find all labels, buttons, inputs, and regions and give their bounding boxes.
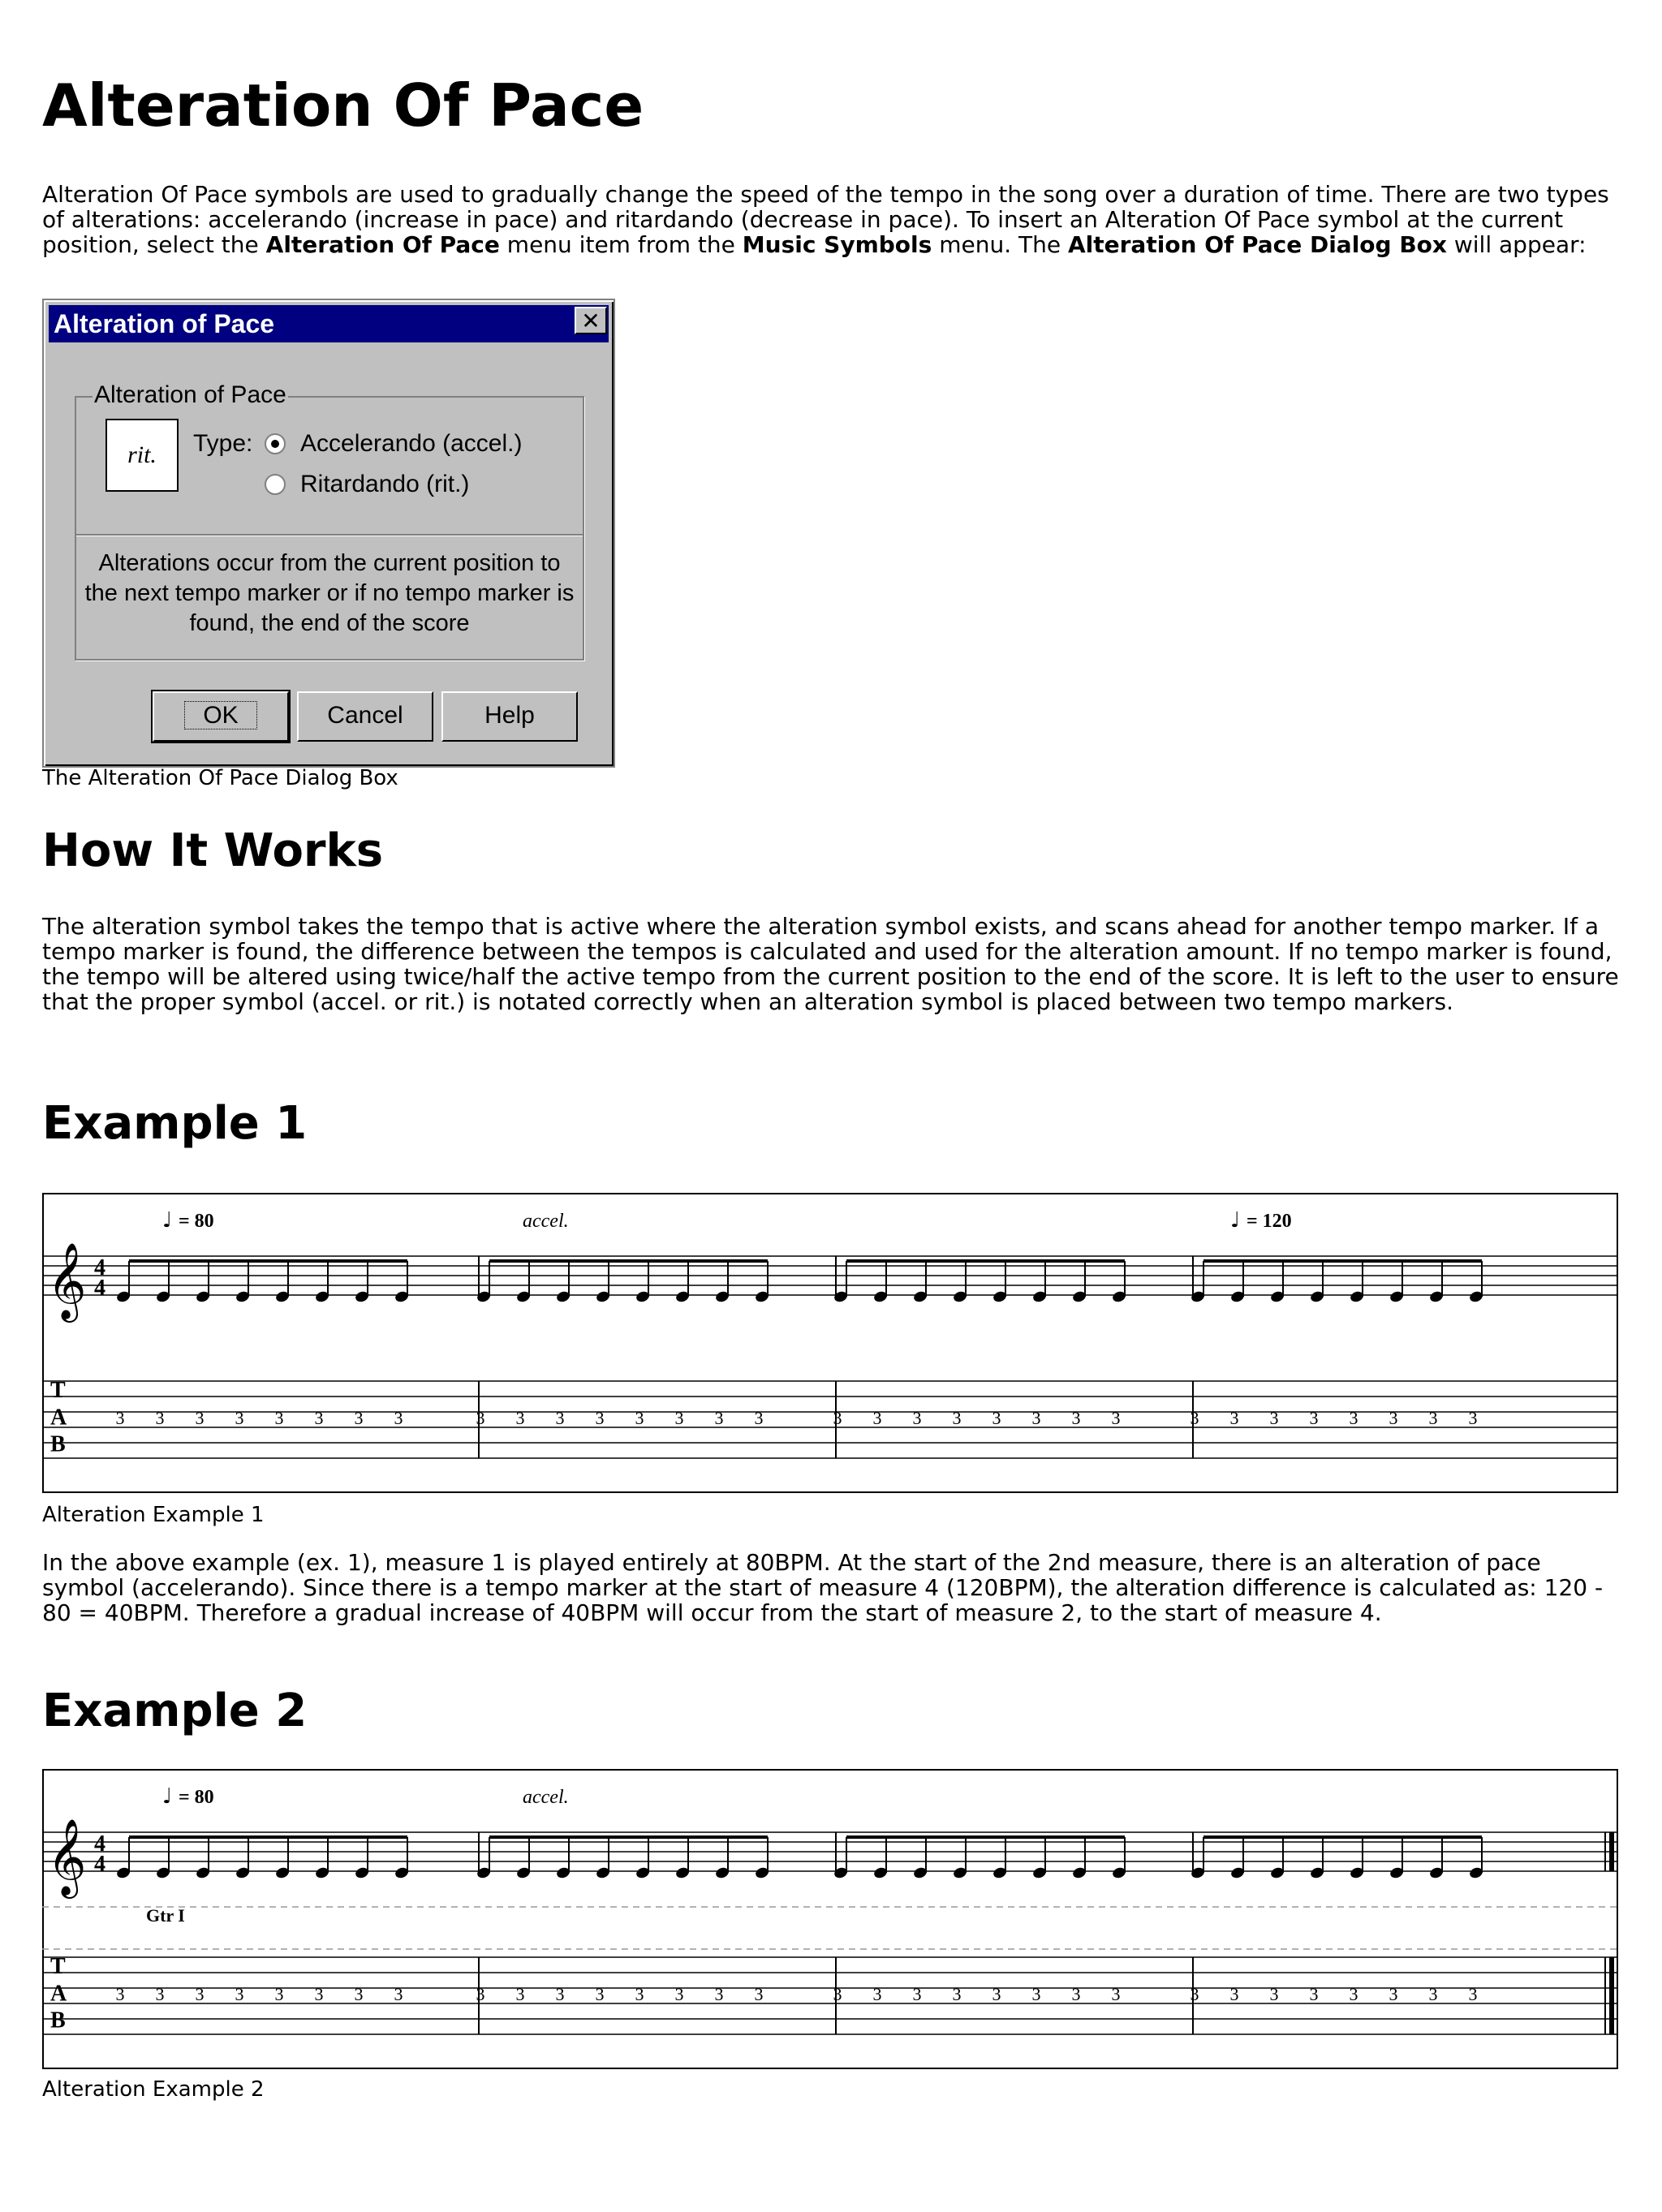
fret-number: 3 [515, 1408, 525, 1428]
dialog-note: Alterations occur from the current position to the next tempo marker or if no tempo marker is found, the end of the score [84, 550, 575, 636]
dialog-caption: The Alteration Of Pace Dialog Box [42, 766, 398, 790]
fret-number: 3 [515, 1984, 525, 2004]
intro-bold-menu: Music Symbols [742, 231, 932, 258]
dialog-title-bar [49, 305, 609, 342]
fret-number: 3 [115, 1408, 125, 1428]
intro-text-4: will appear: [1446, 231, 1587, 258]
fret-number: 3 [1111, 1984, 1121, 2004]
quarter-note-icon: ♩ [162, 1784, 173, 1809]
fret-number: 3 [314, 1984, 324, 2004]
tab-letter: B [50, 2008, 66, 2033]
fret-number: 3 [1349, 1984, 1358, 2004]
intro-text-1: Alteration Of Pace symbols are used to gradually change the speed of the tempo in the song over a duration of time. There are two types of alterations: accelerando (increase in pace) and ritardando (decrease in pace). To insert an Alteration Of Pace symbol at the current position, select the [42, 181, 1609, 258]
fret-number: 3 [952, 1984, 962, 2004]
example-2-heading: Example 2 [42, 1685, 308, 1737]
fret-number: 3 [1428, 1408, 1438, 1428]
fret-number: 3 [952, 1408, 962, 1428]
fret-number: 3 [1229, 1408, 1239, 1428]
treble-clef-icon: 𝄞 [47, 1242, 87, 1319]
tempo-start: = 80 [179, 1211, 214, 1232]
close-icon[interactable]: ✕ [575, 307, 607, 334]
help-button[interactable]: Help [441, 691, 578, 742]
fret-number: 3 [674, 1984, 684, 2004]
fret-number: 3 [1468, 1984, 1478, 2004]
how-it-works-heading: How It Works [42, 824, 384, 877]
alteration-group [75, 381, 584, 661]
time-sig-top: 4 [94, 1255, 105, 1280]
guitar-label: Gtr I [146, 1905, 185, 1926]
tab-letter: A [50, 1405, 67, 1431]
fret-number: 3 [714, 1408, 724, 1428]
fret-number: 3 [1071, 1408, 1081, 1428]
fret-number: 3 [394, 1984, 403, 2004]
fret-number: 3 [354, 1984, 364, 2004]
fret-number: 3 [833, 1408, 842, 1428]
fret-number: 3 [555, 1408, 565, 1428]
fret-number: 3 [555, 1984, 565, 2004]
fret-number: 3 [195, 1984, 205, 2004]
ritardando-radio[interactable] [265, 474, 286, 495]
tab-letter: B [50, 1431, 66, 1457]
fret-number: 3 [912, 1984, 922, 2004]
fret-number: 3 [1389, 1984, 1398, 2004]
fret-number: 3 [235, 1984, 244, 2004]
example-2-score [42, 1769, 1620, 2081]
fret-number: 3 [754, 1408, 764, 1428]
page-title: Alteration Of Pace [42, 71, 644, 140]
example-1-heading: Example 1 [42, 1097, 308, 1150]
fret-number: 3 [754, 1984, 764, 2004]
tab-letter: T [50, 1378, 66, 1403]
fret-number: 3 [1269, 1984, 1279, 2004]
dialog-title: Alteration of Pace [54, 309, 275, 338]
fret-number: 3 [1349, 1408, 1358, 1428]
fret-number: 3 [992, 1984, 1001, 2004]
ok-button[interactable] [153, 691, 289, 742]
fret-number: 3 [872, 1984, 882, 2004]
fret-number: 3 [1269, 1408, 1279, 1428]
group-label: Alteration of Pace [94, 381, 286, 408]
fret-number: 3 [476, 1408, 485, 1428]
fret-number: 3 [992, 1408, 1001, 1428]
fret-number: 3 [833, 1984, 842, 2004]
example-1-score [42, 1193, 1620, 1504]
accelerando-label[interactable]: Accelerando (accel.) [300, 430, 523, 457]
treble-clef-icon: 𝄞 [47, 1818, 87, 1896]
tempo-start: = 80 [179, 1787, 214, 1808]
intro-bold-menu-item: Alteration Of Pace [265, 231, 500, 258]
example-1-caption: Alteration Example 1 [42, 1503, 265, 1527]
accelerando-radio[interactable] [265, 433, 286, 454]
cancel-button[interactable]: Cancel [297, 691, 433, 742]
type-label: Type: [193, 430, 253, 457]
fret-number: 3 [674, 1408, 684, 1428]
symbol-preview: rit. [105, 419, 179, 492]
fret-number: 3 [1309, 1408, 1319, 1428]
example-1-notation [42, 1193, 1620, 1504]
score-frame [43, 1194, 1617, 1492]
fret-number: 3 [1229, 1984, 1239, 2004]
fret-number: 3 [1190, 1984, 1199, 2004]
fret-number: 3 [394, 1408, 403, 1428]
fret-number: 3 [354, 1408, 364, 1428]
alteration-dialog [42, 299, 615, 768]
fret-number: 3 [1111, 1408, 1121, 1428]
fret-number: 3 [314, 1408, 324, 1428]
intro-bold-dialog: Alteration Of Pace Dialog Box [1067, 231, 1447, 258]
tempo-end: = 120 [1246, 1211, 1292, 1232]
example-2-notation [42, 1769, 1620, 2081]
accel-marking: accel. [523, 1787, 569, 1808]
fret-number: 3 [635, 1408, 644, 1428]
quarter-note-icon: ♩ [1230, 1208, 1241, 1233]
fret-number: 3 [476, 1984, 485, 2004]
quarter-note-icon: ♩ [162, 1208, 173, 1233]
fret-number: 3 [635, 1984, 644, 2004]
fret-number: 3 [115, 1984, 125, 2004]
fret-number: 3 [595, 1984, 605, 2004]
time-sig-top: 4 [94, 1831, 105, 1857]
fret-number: 3 [274, 1408, 284, 1428]
tab-letter: T [50, 1954, 66, 1979]
fret-number: 3 [1031, 1984, 1041, 2004]
fret-number: 3 [274, 1984, 284, 2004]
fret-number: 3 [1031, 1408, 1041, 1428]
ritardando-label[interactable]: Ritardando (rit.) [300, 471, 470, 497]
fret-number: 3 [195, 1408, 205, 1428]
intro-text-2: menu item from the [499, 231, 743, 258]
time-sig-bottom: 4 [94, 1852, 105, 1877]
tab-letter: A [50, 1981, 67, 2007]
score-frame [43, 1770, 1617, 2068]
fret-number: 3 [1468, 1408, 1478, 1428]
intro-paragraph [42, 182, 1620, 257]
fret-number: 3 [1389, 1408, 1398, 1428]
ok-button-label: OK [184, 701, 256, 729]
time-sig-bottom: 4 [94, 1276, 105, 1301]
fret-number: 3 [235, 1408, 244, 1428]
fret-number: 3 [1071, 1984, 1081, 2004]
example-1-text: In the above example (ex. 1), measure 1 is played entirely at 80BPM. At the start of the 2nd measure, there is an alteration of pace symbol (accelerando). Since there is a tempo marker at the start of measure 4 (120BPM), the alteration difference is calculated as: 120 - 80 = 40BPM. Therefore a gradual increase of 40BPM will occur from the start of measure 2, to the start of measure 4. [42, 1549, 1604, 1626]
fret-number: 3 [595, 1408, 605, 1428]
intro-text-3: menu. The [932, 231, 1068, 258]
fret-number: 3 [155, 1984, 165, 2004]
fret-number: 3 [912, 1408, 922, 1428]
fret-number: 3 [1309, 1984, 1319, 2004]
how-it-works-text: The alteration symbol takes the tempo that is active where the alteration symbol exists, and scans ahead for another tempo marker. If a tempo marker is found, the difference between the tempos is calculated and used for the alteration amount. If no tempo marker is found, the tempo will be altered using twice/half the active tempo from the current position to the end of the score. It is left to the user to ensure that the proper symbol (accel. or rit.) is notated correctly when an alteration symbol is placed between two tempo markers. [42, 913, 1619, 1015]
fret-number: 3 [872, 1408, 882, 1428]
accel-marking: accel. [523, 1211, 569, 1232]
fret-number: 3 [1428, 1984, 1438, 2004]
group-divider [76, 534, 583, 536]
fret-number: 3 [714, 1984, 724, 2004]
fret-number: 3 [1190, 1408, 1199, 1428]
fret-number: 3 [155, 1408, 165, 1428]
example-2-caption: Alteration Example 2 [42, 2077, 265, 2102]
